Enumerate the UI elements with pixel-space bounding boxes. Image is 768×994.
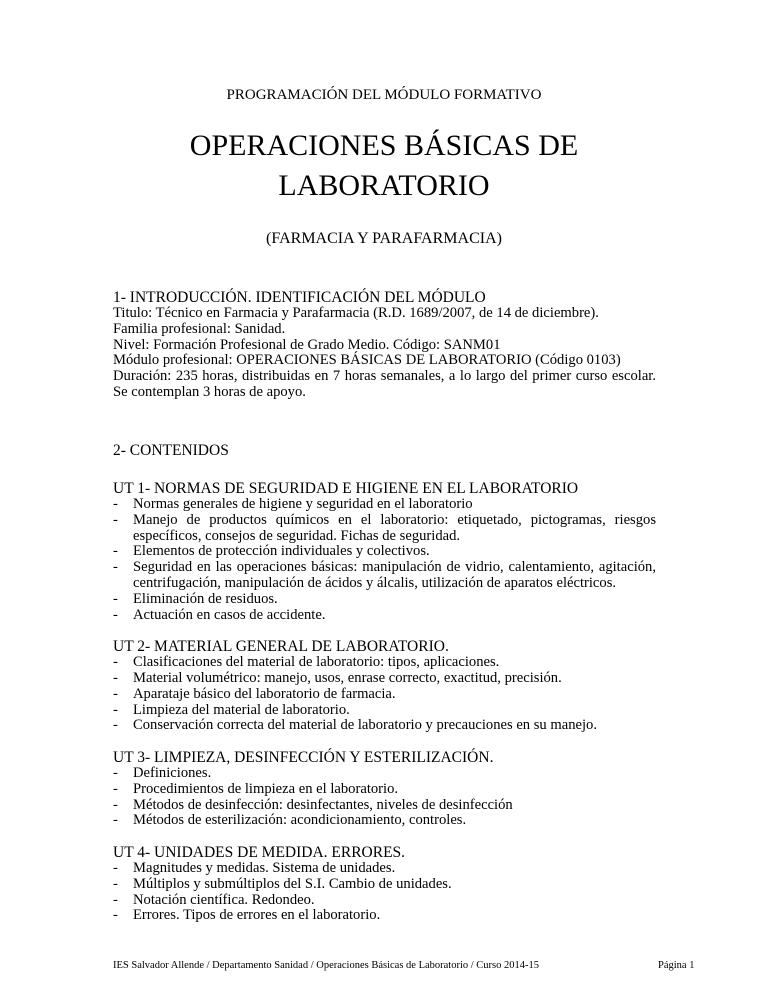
document-subtitle: (FARMACIA Y PARAFARMACIA) (266, 230, 502, 247)
intro-line: Familia profesional: Sanidad. (113, 320, 286, 337)
contenidos-section (113, 443, 656, 940)
list-item: - Normas generales de higiene y seguridad en el laboratorio (113, 497, 656, 513)
list-item: - Seguridad en las operaciones básicas: manipulación de vidrio, calentamiento, agitación, centrifugación, manipulación de ácidos y álcalis, utilización de aparatos eléctricos. (113, 560, 656, 592)
list-item: - Eliminación de residuos. (113, 592, 656, 608)
list-item: - Manejo de productos químicos en el laboratorio: etiquetado, pictogramas, riesgos específicos, consejos de seguridad. Fichas de seguridad. (113, 513, 656, 545)
list-item: - Errores. Tipos de errores en el laboratorio. (113, 908, 656, 924)
list-item: - Múltiplos y submúltiplos del S.I. Cambio de unidades. (113, 877, 656, 893)
list-item: - Magnitudes y medidas. Sistema de unidades. (113, 861, 656, 877)
list-item: - Actuación en casos de accidente. (113, 608, 656, 624)
document-title (0, 126, 768, 206)
unit-4 (113, 845, 656, 924)
list-item: - Métodos de desinfección: desinfectantes, niveles de desinfección (113, 798, 656, 814)
title-line-2: LABORATORIO (278, 169, 490, 202)
list-item: - Elementos de protección individuales y colectivos. (113, 544, 656, 560)
list-item: - Conservación correcta del material de laboratorio y precauciones en su manejo. (113, 718, 656, 734)
list-item: - Limpieza del material de laboratorio. (113, 703, 656, 719)
list-item: - Notación científica. Redondeo. (113, 893, 656, 909)
unit-title: UT 2- MATERIAL GENERAL DE LABORATORIO. (113, 638, 449, 656)
unit-items (113, 497, 656, 623)
list-item: - Material volumétrico: manejo, usos, enrase correcto, exactitud, precisión. (113, 671, 656, 687)
footer-text: IES Salvador Allende / Departamento Sanidad / Operaciones Básicas de Laboratorio / Curso 2014-15 (113, 960, 540, 971)
intro-heading: 1- INTRODUCCIÓN. IDENTIFICACIÓN DEL MÓDULO (113, 289, 486, 306)
list-item: - Procedimientos de limpieza en el laboratorio. (113, 782, 656, 798)
list-item: - Clasificaciones del material de laboratorio: tipos, aplicaciones. (113, 655, 656, 671)
unit-1 (113, 481, 656, 623)
intro-line: Módulo profesional: OPERACIONES BÁSICAS DE LABORATORIO (Código 0103) (113, 352, 621, 369)
title-line-1: OPERACIONES BÁSICAS DE (189, 129, 579, 162)
intro-section (113, 290, 656, 401)
unit-items (113, 655, 656, 734)
unit-title: UT 1- NORMAS DE SEGURIDAD E HIGIENE EN EL LABORATORIO (113, 480, 579, 497)
unit-title: UT 4- UNIDADES DE MEDIDA. ERRORES. (113, 843, 406, 861)
list-item: - Definiciones. (113, 766, 656, 782)
list-item: - Métodos de esterilización: acondicionamiento, controles. (113, 813, 656, 829)
unit-items (113, 766, 656, 829)
unit-2 (113, 639, 656, 734)
page-number: Página 1 (658, 960, 695, 971)
unit-items (113, 861, 656, 924)
document-pretitle: PROGRAMACIÓN DEL MÓDULO FORMATIVO (226, 87, 542, 103)
intro-line: Titulo: Técnico en Farmacia y Parafarmacia (R.D. 1689/2007, de 14 de diciembre). (113, 305, 599, 321)
unit-3 (113, 750, 656, 829)
list-item: - Aparataje básico del laboratorio de farmacia. (113, 687, 656, 703)
contenidos-heading: 2- CONTENIDOS (113, 442, 229, 459)
unit-title: UT 3- LIMPIEZA, DESINFECCIÓN Y ESTERILIZACIÓN. (113, 748, 494, 766)
intro-line: Duración: 235 horas, distribuidas en 7 horas semanales, a lo largo del primer curso escolar. Se contemplan 3 horas de apoyo. (113, 368, 656, 400)
intro-line: Nivel: Formación Profesional de Grado Medio. Código: SANM01 (113, 336, 501, 353)
